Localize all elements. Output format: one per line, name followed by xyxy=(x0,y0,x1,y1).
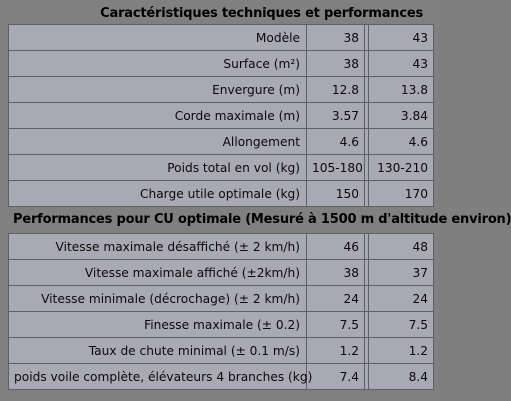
value-size-1: 24 xyxy=(307,286,365,312)
value-size-2: 43 xyxy=(369,25,434,51)
row-label: Surface (m²) xyxy=(9,51,307,77)
table-row xyxy=(9,260,434,286)
value-size-2: 43 xyxy=(369,51,434,77)
value-size-1: 38 xyxy=(307,51,365,77)
characteristics-table xyxy=(8,24,434,207)
value-size-2: 3.84 xyxy=(369,103,434,129)
table-row xyxy=(9,51,434,77)
value-size-1: 1.2 xyxy=(307,338,365,364)
row-label: Finesse maximale (± 0.2) xyxy=(9,312,307,338)
value-size-2: 4.6 xyxy=(369,129,434,155)
value-size-2: 1.2 xyxy=(369,338,434,364)
row-label: Poids total en vol (kg) xyxy=(9,155,307,181)
table-row xyxy=(9,286,434,312)
row-label: Charge utile optimale (kg) xyxy=(9,181,307,207)
table-row xyxy=(9,364,434,390)
table-row xyxy=(9,103,434,129)
row-label: Vitesse maximale affiché (±2km/h) xyxy=(9,260,307,286)
value-size-2: 170 xyxy=(369,181,434,207)
performance-table xyxy=(8,233,434,390)
value-size-1: 150 xyxy=(307,181,365,207)
table-row xyxy=(9,338,434,364)
table-row xyxy=(9,181,434,207)
row-label: Allongement xyxy=(9,129,307,155)
row-label: Vitesse maximale désaffiché (± 2 km/h) xyxy=(9,234,307,260)
table-row xyxy=(9,129,434,155)
value-size-2: 37 xyxy=(369,260,434,286)
row-label: Modèle xyxy=(9,25,307,51)
value-size-1: 105-180 xyxy=(307,155,365,181)
value-size-1: 12.8 xyxy=(307,77,365,103)
row-label: Taux de chute minimal (± 0.1 m/s) xyxy=(9,338,307,364)
value-size-2: 7.5 xyxy=(369,312,434,338)
value-size-1: 7.5 xyxy=(307,312,365,338)
value-size-2: 48 xyxy=(369,234,434,260)
table-row xyxy=(9,155,434,181)
row-label: poids voile complète, élévateurs 4 branches (kg) xyxy=(9,364,307,390)
value-size-1: 3.57 xyxy=(307,103,365,129)
value-size-2: 130-210 xyxy=(369,155,434,181)
row-label: Vitesse minimale (décrochage) (± 2 km/h) xyxy=(9,286,307,312)
value-size-2: 8.4 xyxy=(369,364,434,390)
value-size-1: 46 xyxy=(307,234,365,260)
value-size-1: 38 xyxy=(307,260,365,286)
value-size-2: 13.8 xyxy=(369,77,434,103)
value-size-1: 7.4 xyxy=(307,364,365,390)
section-title-performance: Performances pour CU optimale (Mesuré à 1500 m d'altitude environ) xyxy=(13,212,511,227)
table-row xyxy=(9,77,434,103)
row-label: Envergure (m) xyxy=(9,77,307,103)
value-size-1: 4.6 xyxy=(307,129,365,155)
section-title-characteristics: Caractéristiques techniques et performances xyxy=(100,6,423,21)
value-size-2: 24 xyxy=(369,286,434,312)
table-row xyxy=(9,25,434,51)
table-row xyxy=(9,312,434,338)
value-size-1: 38 xyxy=(307,25,365,51)
row-label: Corde maximale (m) xyxy=(9,103,307,129)
table-row xyxy=(9,234,434,260)
